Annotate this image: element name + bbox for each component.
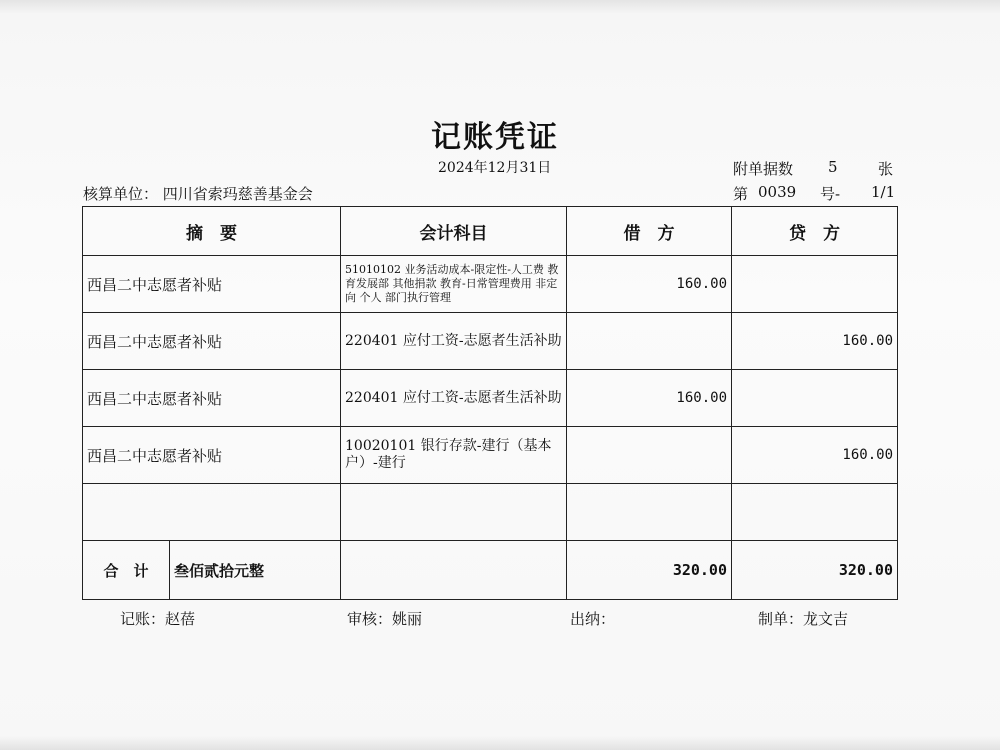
row-summary	[83, 484, 341, 541]
row-summary: 西昌二中志愿者补贴	[83, 370, 341, 427]
attachment-label: 附单据数	[733, 160, 794, 178]
voucher-number-value: 0039	[758, 183, 797, 201]
row-debit	[567, 313, 732, 370]
voucher-table	[82, 206, 898, 600]
attachment-unit: 张	[878, 160, 894, 178]
row-credit	[732, 256, 898, 313]
table-row	[83, 427, 898, 484]
cashier: 出纳：	[570, 610, 616, 628]
total-row	[83, 541, 898, 600]
table-row-empty	[83, 484, 898, 541]
row-debit	[567, 484, 732, 541]
row-debit: 160.00	[567, 256, 732, 313]
total-account-blank	[341, 541, 567, 600]
row-debit	[567, 427, 732, 484]
row-credit	[732, 370, 898, 427]
row-account: 220401 应付工资-志愿者生活补助	[341, 370, 567, 427]
total-credit: 320.00	[732, 541, 898, 600]
row-account	[341, 484, 567, 541]
voucher-title: 记账凭证	[431, 120, 559, 155]
header-debit: 借 方	[567, 207, 732, 256]
voucher-page: 1/1	[871, 183, 896, 201]
total-amount-words: 叁佰贰拾元整	[174, 561, 265, 580]
row-summary: 西昌二中志愿者补贴	[83, 313, 341, 370]
voucher-suffix: 号-	[820, 185, 841, 203]
scan-edge-bottom	[0, 736, 1000, 750]
row-credit	[732, 484, 898, 541]
bookkeeper: 记账：赵蓓	[120, 610, 196, 628]
table-row	[83, 370, 898, 427]
table-row	[83, 256, 898, 313]
accounting-unit: 核算单位： 四川省索玛慈善基金会	[83, 185, 313, 203]
row-credit: 160.00	[732, 427, 898, 484]
table-row	[83, 313, 898, 370]
row-account: 10020101 银行存款-建行（基本户）-建行	[341, 427, 567, 484]
preparer: 制单：龙文吉	[758, 610, 849, 628]
voucher-date: 2024年12月31日	[438, 160, 552, 176]
row-debit: 160.00	[567, 370, 732, 427]
header-summary: 摘 要	[83, 207, 341, 256]
total-debit: 320.00	[567, 541, 732, 600]
voucher-prefix: 第	[733, 185, 749, 203]
row-credit: 160.00	[732, 313, 898, 370]
scan-edge-top	[0, 0, 1000, 14]
row-summary: 西昌二中志愿者补贴	[83, 427, 341, 484]
attachment-count	[733, 158, 894, 179]
total-label: 合 计	[83, 541, 170, 599]
row-account: 220401 应付工资-志愿者生活补助	[341, 313, 567, 370]
header-account: 会计科目	[341, 207, 567, 256]
row-account: 51010102 业务活动成本-限定性-人工费 教育发展部 其他捐款 教育-日常管理费用 非定向 个人 部门执行管理	[341, 256, 567, 313]
total-cell	[83, 541, 341, 600]
table-header-row	[83, 207, 898, 256]
row-summary: 西昌二中志愿者补贴	[83, 256, 341, 313]
header-credit: 贷 方	[732, 207, 898, 256]
attachment-number: 5	[828, 158, 838, 176]
reviewer: 审核：姚丽	[347, 610, 423, 628]
